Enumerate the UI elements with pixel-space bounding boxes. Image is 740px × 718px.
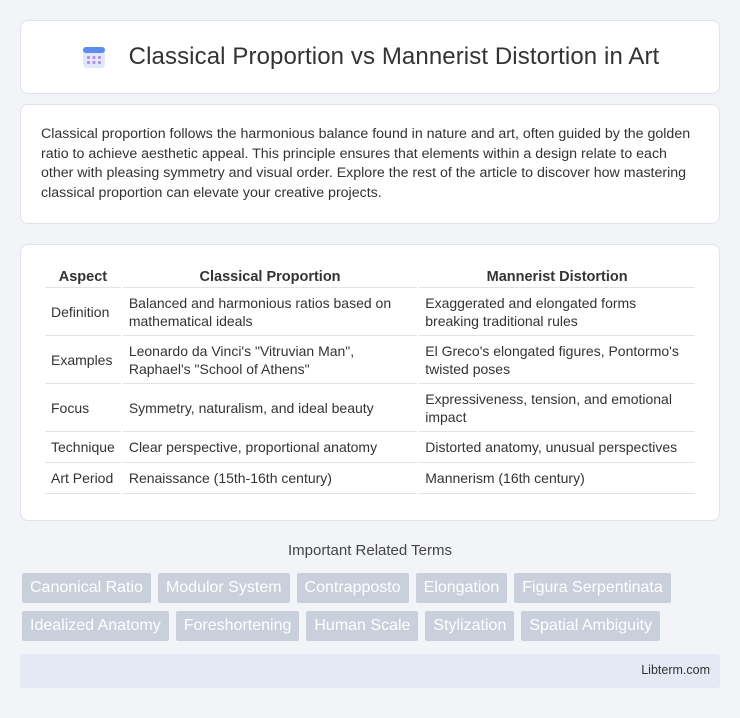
intro-paragraph: Classical proportion follows the harmonious balance found in nature and art, often guided by the golden ratio to achieve aesthetic appeal. This principle ensures that elements within a design relate to each other with pleasing symmetry and visual order. Explore the rest of the article to discover how mastering classical proportion can elevate your creative projects. (41, 126, 691, 201)
table-cell-aspect: Definition (45, 288, 121, 336)
calendar-icon (81, 44, 107, 70)
table-cell-mannerist: Distorted anatomy, unusual perspectives (419, 432, 695, 463)
table-cell-mannerist: Mannerism (16th century) (419, 463, 695, 494)
table-cell-classical: Symmetry, naturalism, and ideal beauty (123, 384, 417, 432)
table-cell-mannerist: Exaggerated and elongated forms breaking traditional rules (419, 288, 695, 336)
tag-canonical-ratio[interactable]: Canonical Ratio (22, 573, 151, 603)
column-header-mannerist: Mannerist Distortion (419, 265, 695, 288)
column-header-classical: Classical Proportion (123, 265, 417, 288)
comparison-card (20, 244, 720, 521)
column-header-aspect: Aspect (45, 265, 121, 288)
tag-contrapposto[interactable]: Contrapposto (297, 573, 409, 603)
tag-figura-serpentinata[interactable]: Figura Serpentinata (514, 573, 671, 603)
footer (20, 654, 720, 688)
tag-spatial-ambiguity[interactable]: Spatial Ambiguity (521, 611, 660, 641)
table-header-row (45, 265, 695, 288)
intro-card (20, 104, 720, 224)
tag-modulor-system[interactable]: Modulor System (158, 573, 290, 603)
tag-elongation[interactable]: Elongation (416, 573, 508, 603)
tag-stylization[interactable]: Stylization (425, 611, 514, 641)
page-title: Classical Proportion vs Mannerist Distortion in Art (128, 43, 660, 70)
table-cell-mannerist: El Greco's elongated figures, Pontormo's twisted poses (419, 336, 695, 384)
header-card (20, 20, 720, 94)
tag-human-scale[interactable]: Human Scale (306, 611, 418, 641)
table-cell-aspect: Examples (45, 336, 121, 384)
related-terms-list (22, 573, 722, 649)
footer-brand-link[interactable]: Libterm.com (641, 663, 710, 677)
table-row (45, 288, 695, 336)
table-cell-aspect: Technique (45, 432, 121, 463)
comparison-table (43, 265, 697, 494)
table-row (45, 463, 695, 494)
table-row (45, 432, 695, 463)
table-row (45, 384, 695, 432)
related-terms-title: Important Related Terms (288, 542, 452, 559)
tag-idealized-anatomy[interactable]: Idealized Anatomy (22, 611, 169, 641)
table-cell-aspect: Art Period (45, 463, 121, 494)
table-cell-classical: Balanced and harmonious ratios based on mathematical ideals (123, 288, 417, 336)
table-cell-classical: Clear perspective, proportional anatomy (123, 432, 417, 463)
table-cell-mannerist: Expressiveness, tension, and emotional impact (419, 384, 695, 432)
table-row (45, 336, 695, 384)
tag-foreshortening[interactable]: Foreshortening (176, 611, 300, 641)
table-cell-classical: Leonardo da Vinci's "Vitruvian Man", Raphael's "School of Athens" (123, 336, 417, 384)
table-cell-aspect: Focus (45, 384, 121, 432)
table-cell-classical: Renaissance (15th-16th century) (123, 463, 417, 494)
tag-row (22, 573, 722, 603)
tag-row (22, 611, 722, 641)
